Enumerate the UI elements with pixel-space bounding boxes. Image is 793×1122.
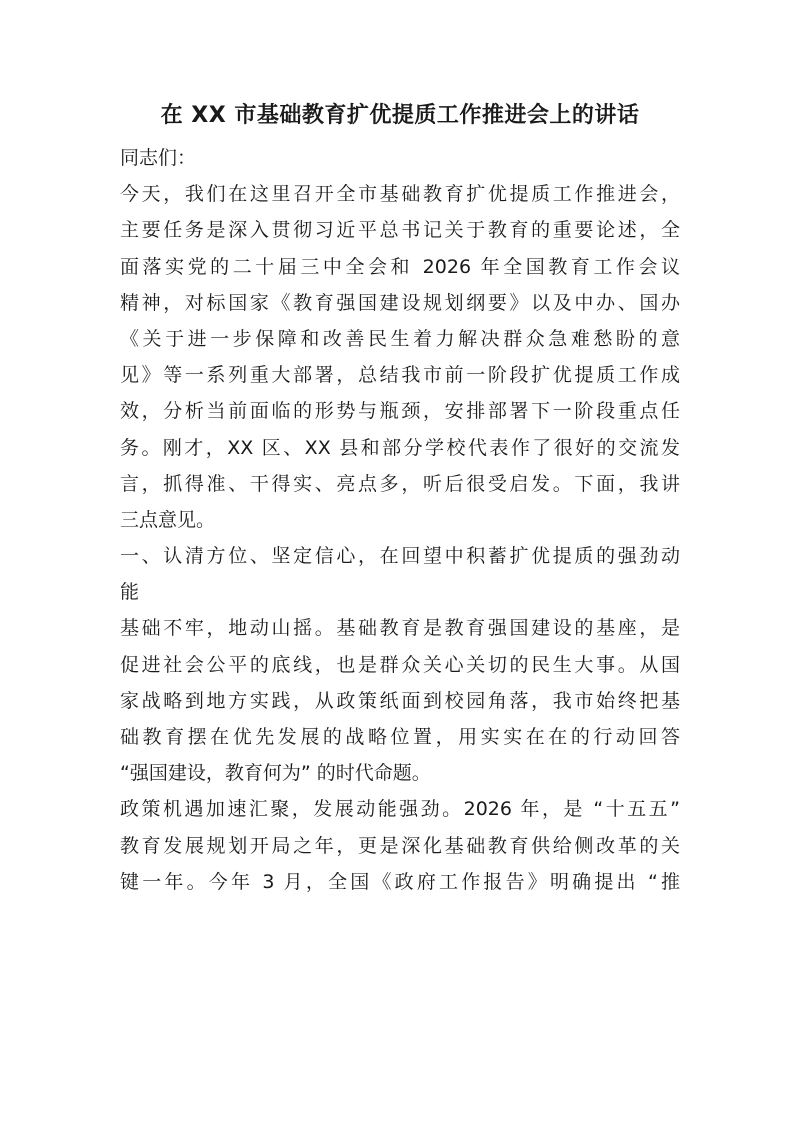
section-heading-line: 一、认清方位、坚定信心，在回望中积蓄扩优提质的强劲动 xyxy=(120,545,680,568)
section-heading-line: 能 xyxy=(120,581,140,604)
paragraph-line: 务。刚才，XX 区、XX 县和部分学校代表作了很好的交流发 xyxy=(120,436,680,459)
paragraph-line: 精神，对标国家《教育强国建设规划纲要》以及中办、国办 xyxy=(120,291,680,314)
document-body xyxy=(120,140,680,900)
paragraph-line: “强国建设，教育何为” 的时代命题。 xyxy=(120,762,431,785)
paragraph-line: 政策机遇加速汇聚，发展动能强劲。2026 年，是 “十五五” xyxy=(120,798,680,821)
document-title: 在 XX 市基础教育扩优提质工作推进会上的讲话 xyxy=(160,103,640,128)
paragraph-line: 《关于进一步保障和改善民生着力解决群众急难愁盼的意 xyxy=(120,327,680,350)
paragraph-line: 三点意见。 xyxy=(120,508,216,531)
paragraph-line: 础教育摆在优先发展的战略位置，用实实在在的行动回答 xyxy=(120,726,680,748)
paragraph-line: 键一年。今年 3 月，全国《政府工作报告》明确提出 “推 xyxy=(120,870,680,893)
salutation-line: 同志们： xyxy=(120,147,197,169)
paragraph-line: 效，分析当前面临的形势与瓶颈，安排部署下一阶段重点任 xyxy=(120,400,680,423)
paragraph-line: 促进社会公平的底线，也是群众关心关切的民生大事。从国 xyxy=(120,653,680,676)
paragraph-line: 教育发展规划开局之年，更是深化基础教育供给侧改革的关 xyxy=(120,834,680,857)
paragraph-line: 家战略到地方实践，从政策纸面到校园角落，我市始终把基 xyxy=(120,689,680,712)
paragraph-line: 今天，我们在这里召开全市基础教育扩优提质工作推进会， xyxy=(120,183,680,206)
paragraph-line: 基础不牢，地动山摇。基础教育是教育强国建设的基座，是 xyxy=(120,617,680,640)
paragraph-line: 面落实党的二十届三中全会和 2026 年全国教育工作会议 xyxy=(120,255,680,278)
paragraph-line: 主要任务是深入贯彻习近平总书记关于教育的重要论述，全 xyxy=(120,219,680,242)
paragraph-line: 言，抓得准、干得实、亮点多，听后很受启发。下面，我讲 xyxy=(120,472,680,495)
paragraph-line: 见》等一系列重大部署，总结我市前一阶段扩优提质工作成 xyxy=(120,364,680,387)
